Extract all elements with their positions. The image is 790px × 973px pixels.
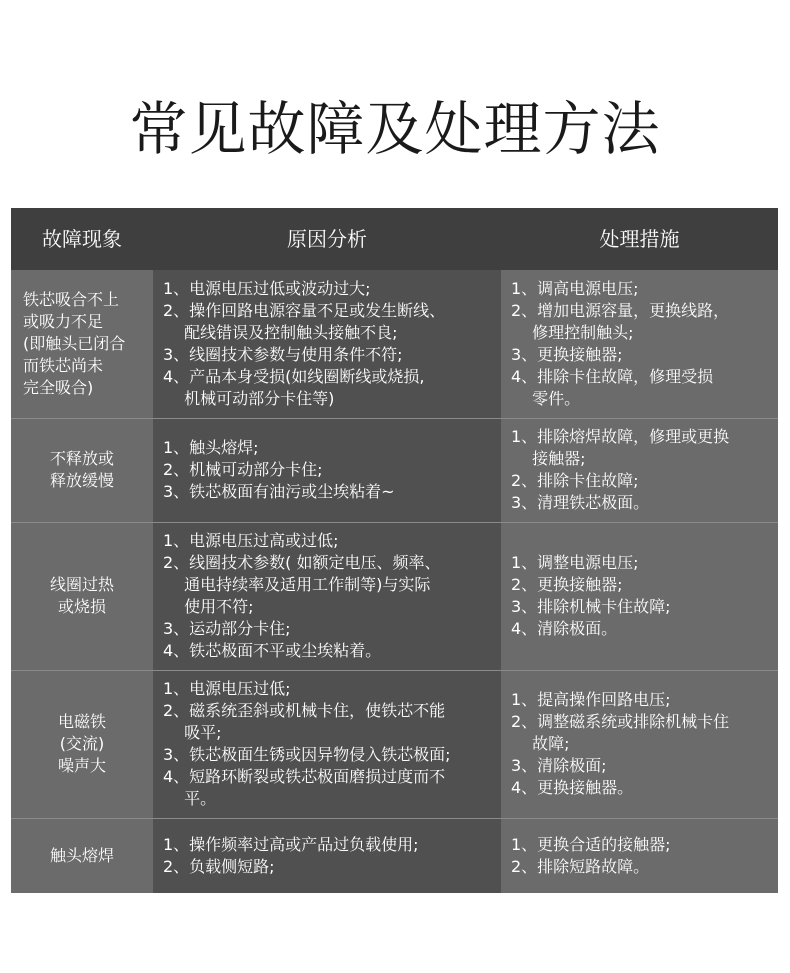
- cell-line: 3、运动部分卡住;: [163, 619, 291, 638]
- cell-line: 释放缓慢: [49, 471, 114, 490]
- row-divider: [11, 818, 778, 819]
- cell-line: 3、清理铁芯极面。: [511, 493, 650, 512]
- table-row: [11, 818, 778, 893]
- measures-cell: [501, 270, 778, 418]
- cell-line: 2、增加电源容量，更换线路，: [511, 301, 730, 320]
- symptom-cell: [11, 670, 153, 818]
- cell-line: 接触器;: [511, 449, 586, 468]
- cell-line: 1、触头熔焊;: [163, 438, 259, 457]
- cell-line: 1、电源电压过低;: [163, 679, 291, 698]
- cell-line: 2、更换接触器;: [511, 575, 623, 594]
- cell-line: 2、负载侧短路;: [163, 856, 275, 876]
- cell-line: 1、电源电压过低或波动过大;: [163, 279, 371, 298]
- cell-line: 完全吸合): [23, 378, 94, 397]
- causes-cell: [153, 818, 501, 893]
- table-row: [11, 418, 778, 522]
- cell-line: 噪声大: [57, 756, 106, 775]
- cell-line: 零件。: [511, 389, 581, 408]
- causes-cell: [153, 270, 501, 418]
- cell-line: 平。: [163, 789, 217, 808]
- table-row: [11, 270, 778, 418]
- cell-line: 配线错误及控制触头接触不良;: [163, 323, 398, 342]
- symptom-cell: [11, 418, 153, 522]
- cell-line: 3、铁芯极面有油污或尘埃粘着~: [163, 482, 395, 501]
- cell-line: 使用不符;: [163, 597, 254, 616]
- cell-line: 4、排除卡住故障，修理受损: [511, 367, 714, 386]
- cell-line: 不释放或: [49, 449, 114, 468]
- cell-line: 机械可动部分卡住等): [163, 389, 335, 408]
- measures-cell: [501, 522, 778, 670]
- cell-line: 3、线圈技术参数与使用条件不符;: [163, 345, 403, 364]
- cell-line: 3、清除极面;: [511, 756, 607, 775]
- cell-line: 通电持续率及适用工作制等)与实际: [163, 575, 431, 594]
- cell-line: 4、清除极面。: [511, 619, 618, 638]
- cell-line: 铁芯吸合不上: [23, 290, 120, 309]
- cell-line: 或烧损: [57, 597, 106, 616]
- cell-line: 4、短路环断裂或铁芯极面磨损过度而不: [163, 767, 446, 786]
- header-symptom: 故障现象: [42, 227, 122, 251]
- cell-line: 2、排除短路故障。: [511, 856, 650, 876]
- cell-line: 或吸力不足: [23, 312, 104, 331]
- cell-line: 4、铁芯极面不平或尘埃粘着。: [163, 641, 382, 660]
- causes-cell: [153, 670, 501, 818]
- table-row: [11, 522, 778, 670]
- cell-line: 2、操作回路电源容量不足或发生断线、: [163, 301, 446, 320]
- header-causes: 原因分析: [287, 227, 367, 251]
- row-divider: [11, 670, 778, 671]
- symptom-cell: [11, 818, 153, 893]
- cell-line: 3、更换接触器;: [511, 345, 623, 364]
- cell-line: 1、排除熔焊故障，修理或更换: [511, 427, 730, 446]
- cell-line: 1、操作频率过高或产品过负载使用;: [163, 834, 419, 854]
- cell-line: 3、铁芯极面生锈或因异物侵入铁芯极面;: [163, 745, 451, 764]
- cell-line: 2、调整磁系统或排除机械卡住: [511, 712, 730, 731]
- cell-line: 2、磁系统歪斜或机械卡住，使铁芯不能: [163, 701, 446, 720]
- row-divider: [11, 418, 778, 419]
- cell-line: 线圈过热: [49, 575, 114, 594]
- causes-cell: [153, 418, 501, 522]
- cell-line: 2、机械可动部分卡住;: [163, 460, 323, 479]
- row-divider: [11, 522, 778, 523]
- fault-table: [11, 208, 778, 893]
- cell-line: 2、排除卡住故障;: [511, 471, 639, 490]
- cell-line: (即触头已闭合: [23, 334, 126, 353]
- cell-line: 修理控制触头;: [511, 323, 634, 342]
- cell-line: 4、产品本身受损(如线圈断线或烧损,: [163, 367, 425, 386]
- measures-cell: [501, 418, 778, 522]
- cell-line: 吸平;: [163, 723, 222, 742]
- cell-line: 1、调整电源电压;: [511, 553, 639, 572]
- cell-line: 1、电源电压过高或过低;: [163, 531, 339, 550]
- cell-line: 3、排除机械卡住故障;: [511, 597, 671, 616]
- cell-line: 1、更换合适的接触器;: [511, 834, 671, 854]
- causes-cell: [153, 522, 501, 670]
- cell-line: 1、提高操作回路电压;: [511, 690, 671, 709]
- cell-line: 2、线圈技术参数( 如额定电压、频率、: [163, 553, 441, 572]
- cell-line: 电磁铁: [57, 712, 106, 731]
- cell-line: (交流): [59, 734, 105, 753]
- cell-line: 而铁芯尚未: [23, 356, 104, 375]
- cell-line: 1、调高电源电压;: [511, 279, 639, 298]
- symptom-cell: [11, 522, 153, 670]
- cell-line: 故障;: [511, 734, 570, 753]
- page-title: 常见故障及处理方法: [129, 95, 661, 163]
- table-row: [11, 670, 778, 818]
- measures-cell: [501, 818, 778, 893]
- table-header: [11, 208, 778, 270]
- cell-line: 触头熔焊: [49, 845, 114, 865]
- measures-cell: [501, 670, 778, 818]
- cell-line: 4、更换接触器。: [511, 778, 634, 797]
- header-measures: 处理措施: [599, 227, 680, 251]
- symptom-cell: [11, 270, 153, 418]
